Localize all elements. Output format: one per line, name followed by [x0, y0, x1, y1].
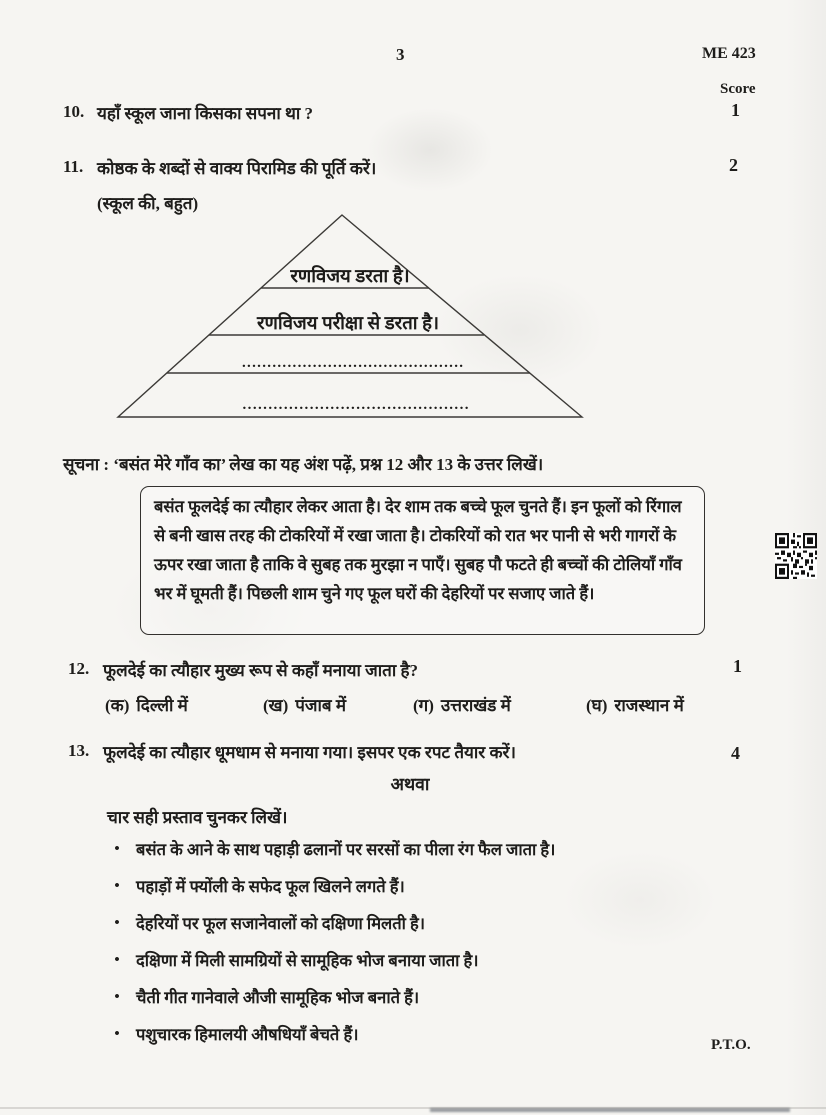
bullet-icon: •	[114, 989, 120, 1005]
statement-text-2: पहाड़ों में फ्योंली के सफेद फूल खिलने लगते हैं।	[136, 877, 405, 896]
q12-option-a-label: (क)	[105, 696, 130, 715]
q12-number: 12.	[68, 659, 90, 678]
scan-artifact-smudge	[430, 1108, 790, 1112]
q11-text: कोष्ठक के शब्दों से वाक्य पिरामिड की पूर्ति करें।	[97, 159, 377, 178]
q13-number: 13.	[68, 741, 90, 760]
pyramid-level2-text: रणविजय परीक्षा से डरता है।	[256, 314, 440, 334]
q12-option-a-text: दिल्ली में	[136, 696, 188, 715]
page-number: 3	[396, 45, 405, 64]
q10-number: 10.	[63, 102, 85, 121]
q12-option-c-text: उत्तराखंड में	[440, 696, 511, 715]
q13-text-before: फूलदेई का त्यौहार धूमधाम से मनाया गया। इसपर एक	[103, 743, 425, 762]
statement-item-5	[110, 986, 730, 1009]
q12-option-d	[586, 693, 684, 716]
q12-option-b-label: (ख)	[263, 696, 289, 715]
q11-score: 2	[729, 155, 738, 175]
sentence-pyramid-diagram	[112, 210, 588, 422]
q13-text-after: तैयार करें।	[450, 743, 516, 762]
q12-option-d-text: राजस्थान में	[614, 696, 684, 715]
paper-code: ME 423	[702, 45, 756, 62]
q12-option-b	[263, 693, 346, 716]
statement-text-1: बसंत के आने के साथ पहाड़ी ढलानों पर सरसों का पीला रंग फैल जाता है।	[136, 840, 556, 859]
q12-option-b-text: पंजाब में	[295, 696, 347, 715]
q10-score: 1	[731, 100, 740, 120]
qr-code	[775, 533, 817, 579]
bullet-icon: •	[114, 915, 120, 931]
passage-instruction: सूचना : ‘बसंत मेरे गाँव का’ लेख का यह अंश पढ़ें, प्रश्न 12 और 13 के उत्तर लिखें।	[63, 455, 544, 474]
q13-alt-heading-bold: चार सही प्रस्ताव	[107, 808, 203, 827]
or-divider-label: अथवा	[390, 774, 430, 794]
q13-statements-list	[110, 838, 730, 1060]
q10-text: यहाँ स्कूल जाना किसका सपना था ?	[97, 104, 314, 123]
q13-alt-heading-rest: चुनकर लिखें।	[202, 808, 288, 827]
bullet-icon: •	[114, 952, 120, 968]
q12-option-c	[413, 693, 511, 716]
statement-item-3	[110, 912, 730, 935]
statement-text-6: पशुचारक हिमालयी औषधियाँ बेचते हैं।	[136, 1025, 359, 1044]
statement-text-4: दक्षिणा में मिली सामग्रियों से सामूहिक भोज बनाया जाता है।	[136, 951, 479, 970]
score-column-label: Score	[720, 81, 756, 97]
q12-score: 1	[733, 656, 742, 676]
statement-item-2	[110, 875, 730, 898]
pyramid-level4-blank: ............................................	[242, 397, 470, 413]
q12-text: फूलदेई का त्यौहार मुख्य रूप से कहाँ मनाया जाता है?	[103, 661, 419, 680]
q12-options-row	[0, 693, 826, 719]
statement-text-3: देहरियों पर फूल सजानेवालों को दक्षिणा मिलती है।	[136, 914, 426, 933]
statement-item-6	[110, 1023, 730, 1046]
q13-text-bold: रपट	[424, 743, 451, 762]
q12-option-d-label: (घ)	[586, 696, 608, 715]
q12-option-a	[105, 693, 188, 716]
bullet-icon: •	[114, 1026, 120, 1042]
q11-hint: (स्कूल की, बहुत)	[97, 194, 199, 213]
statement-item-1	[110, 838, 730, 861]
q13-score: 4	[731, 743, 740, 763]
q12-option-c-label: (ग)	[413, 696, 434, 715]
pyramid-level1-text: रणविजय डरता है।	[290, 267, 410, 287]
q13-alt-heading	[107, 806, 687, 830]
bullet-icon: •	[114, 841, 120, 857]
q11-number: 11.	[63, 157, 84, 176]
bullet-icon: •	[114, 878, 120, 894]
reading-passage-box	[140, 486, 705, 635]
pyramid-level3-blank: ............................................	[242, 355, 464, 371]
reading-passage-text: बसंत फूलदेई का त्यौहार लेकर आता है। देर शाम तक बच्चे फूल चुनते हैं। इन फूलों को रिंगाल से बनी खास तरह की टोकरियों में रखा जाता है। टोकरियों को रात भर पानी से भरी गागरों के ऊपर रखा जाता है ताकि वे सुबह तक मुरझा न पाएँ। सुबह पौ फटते ही बच्चों की टोलियाँ गाँव भर में घूमती हैं। पिछली शाम चुने गए फूल घरों की देहरियों पर सजाए जाते हैं।	[154, 497, 682, 603]
statement-item-4	[110, 949, 730, 972]
statement-text-5: चैती गीत गानेवाले औजी सामूहिक भोज बनाते हैं।	[136, 988, 420, 1007]
pto-label: P.T.O.	[711, 1037, 751, 1053]
q13-text	[103, 741, 683, 765]
